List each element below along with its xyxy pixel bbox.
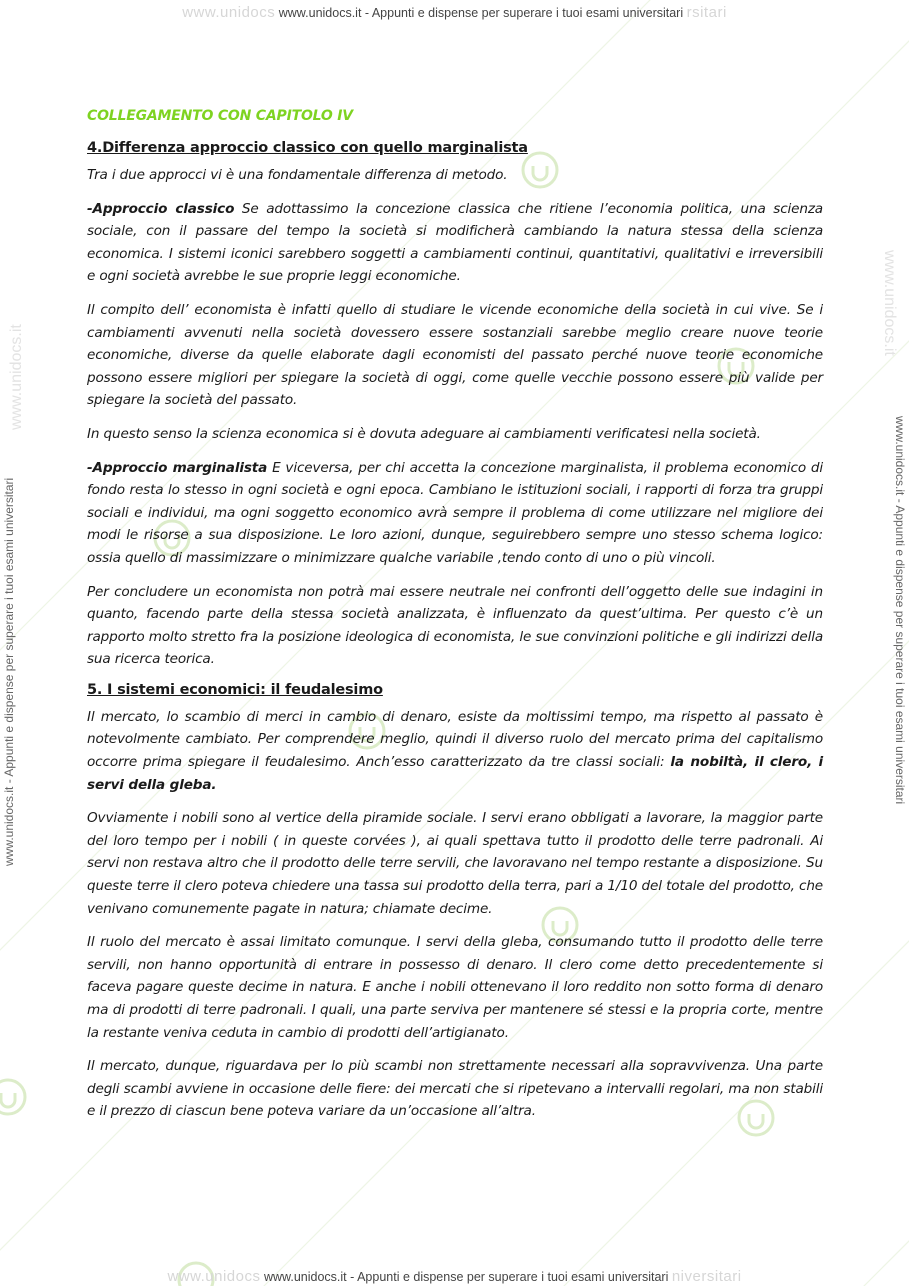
paragraph-conclusion: Per concludere un economista non potrà mai essere neutrale nei confronti dell’oggetto delle sue indagini in quanto, facendo parte della stessa società analizzata, è influenzato da quest’ultima. Per questo c’è un rapporto molto stretto fra la posizione ideologica di economista, le sue convinzioni politiche e gli indirizzi della sua ricerca teorica. — [87, 583, 823, 668]
classic-approach-text: Se adottassimo la concezione classica che ritiene l’economia politica, una scienza sociale, con il passare del tempo la società si modificherà cambiando la natura stessa della scienza economica. I sistemi iconici sarebbero soggetti a cambiamenti continui, quantitativi, qualitativi e irreversibili e ogni società avrebbe le sue proprie leggi economiche. — [87, 200, 823, 285]
section-title-4: 4.Differenza approccio classico con quello marginalista — [87, 140, 528, 156]
header-watermark-text[interactable]: www.unidocs.it - Appunti e dispense per superare i tuoi esami universitari — [278, 6, 684, 20]
paragraph-marginalist-approach — [87, 457, 823, 570]
paragraph-economic-science: In questo senso la scienza economica si è dovuta adeguare ai cambiamenti verificatesi nella società. — [87, 425, 761, 442]
marginalist-approach-label: -Approccio marginalista — [87, 459, 268, 476]
side-ghost-right: www.unidocs.it — [881, 250, 898, 356]
paragraph-market-fairs: Il mercato, dunque, riguardava per lo più scambi non strettamente necessari alla sopravvivenza. Una parte degli scambi avviene in occasione delle fiere: dei mercati che si ripetevano a intervalli regolari, ma non stabili e il prezzo di ciascun bene poteva variare da un’occasione all’altra. — [87, 1058, 823, 1120]
paragraph-market-role: Il ruolo del mercato è assai limitato comunque. I servi della gleba, consumando tutto il prodotto delle terre servili, non hanno opportunità di entrare in possesso di denaro. Il clero come detto precedentemente si faceva pagare queste decime in natura. E anche i nobili ottenevano il loro reddito non sotto forma di denaro ma di prodotti di terre padronali. I quali, una parte serviva per mantenere sé stessi e la propria corte, mentre la restante veniva ceduta in cambio di prodotti dell’artigianato. — [87, 934, 823, 1041]
paragraph-market — [87, 706, 823, 796]
section-title-5: 5. I sistemi economici: il feudalesimo — [87, 681, 383, 698]
classic-approach-label: -Approccio classico — [87, 200, 235, 217]
side-watermark-left[interactable]: www.unidocs.it - Appunti e dispense per superare i tuoi esami universitari — [2, 477, 16, 866]
paragraph-economist-task: Il compito dell’ economista è infatti quello di studiare le vicende economiche della società in cui vive. Se i cambiamenti avvenuti nella società dovessero essere sostanziali sarebbe meglio creare nuove teorie economiche, diverse da quelle elaborate dagli economisti del passato perché nuove teorie economiche possono essere migliori per spiegare la società di oggi, come quelle vecchie possono essere più valide per spiegare la società del passato. — [87, 301, 823, 409]
paragraph-classic-approach — [87, 198, 823, 288]
social-classes-bold: la nobiltà, il clero, i servi della gleba. — [87, 754, 824, 793]
market-text: Il mercato, lo scambio di merci in cambio di denaro, esiste da moltissimi tempo, ma rispetto al passato è notevolmente cambiato. Per comprendere meglio, quindi il diverso ruolo del mercato prima del capitalismo occorre prima spiegare il feudalesimo. Anch’esso caratterizzato da tre classi sociali: — [87, 708, 823, 771]
document-body — [87, 108, 823, 1134]
paragraph-nobles: Ovviamente i nobili sono al vertice della piramide sociale. I servi erano obbligati a lavorare, la maggior parte del loro tempo per i nobili ( in queste corvées ), ai quali spettava tutto il prodotto delle terre padronali. Ai servi non restava altro che il prodotto delle terre servili, che lavoravano nel tempo restante a disposizione. Su queste terre il clero poteva chiedere una tassa sui prodotto della terra, pari a 1/10 del totale del prodotto, che venivano comunemente pagate in natura; chiamate decime. — [87, 810, 823, 917]
side-ghost-left: www.unidocs.it — [8, 324, 25, 430]
header-ghost-right: rsitari — [686, 4, 727, 21]
page-header-watermark — [0, 4, 909, 21]
footer-ghost-right: niversitari — [671, 1268, 742, 1285]
chapter-link-heading: COLLEGAMENTO CON CAPITOLO IV — [87, 108, 353, 124]
header-ghost-left: www.unidocs — [182, 4, 276, 21]
footer-ghost-left: www.unidocs — [167, 1268, 261, 1285]
marginalist-approach-text: E viceversa, per chi accetta la concezione marginalista, il problema economico di fondo resta lo stesso in ogni società e ogni epoca. Cambiano le istituzioni sociali, i rapporti di forza tra gruppi sociali e individui, ma ogni soggetto economico avrà sempre il problema di come utilizzare nel migliore dei modi le risorse a sua disposizione. Le loro azioni, dunque, seguirebbero sempre uno stesso schema logico: ossia quello di massimizzare o minimizzare qualche variabile ,tendo conto di uno o più vincoli. — [87, 459, 823, 566]
footer-watermark-text[interactable]: www.unidocs.it - Appunti e dispense per superare i tuoi esami universitari — [263, 1270, 669, 1284]
paragraph-intro: Tra i due approcci vi è una fondamentale differenza di metodo. — [87, 167, 508, 183]
page-footer-watermark — [0, 1268, 909, 1285]
side-watermark-right[interactable]: www.unidocs.it - Appunti e dispense per superare i tuoi esami universitari — [893, 416, 907, 805]
